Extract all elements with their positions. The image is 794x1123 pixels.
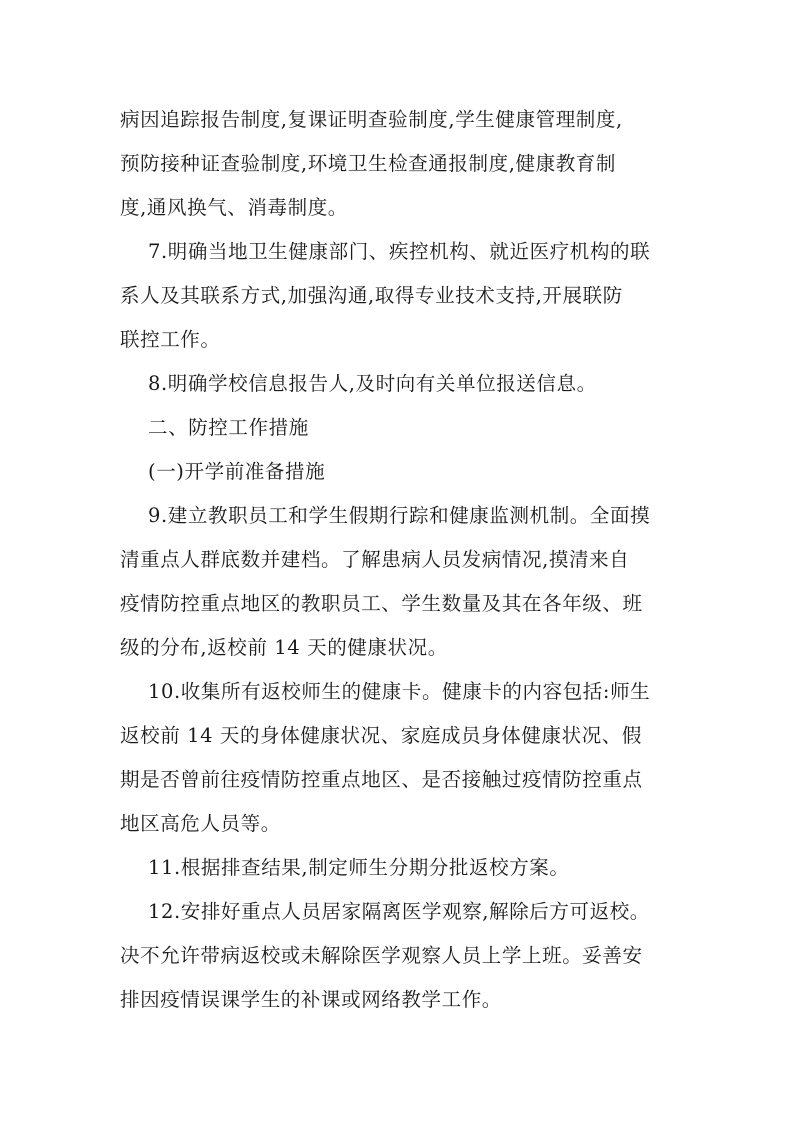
text-line: 10.收集所有返校师生的健康卡。健康卡的内容包括:师生 xyxy=(148,680,651,703)
text-line: 预防接种证查验制度,环境卫生检查通报制度,健康教育制 xyxy=(120,152,616,175)
text-line: 系人及其联系方式,加强沟通,取得专业技术支持,开展联防 xyxy=(120,284,623,307)
text-line: 地区高危人员等。 xyxy=(120,812,281,835)
section-heading: 二、防控工作措施 xyxy=(148,416,309,439)
text-line: 11.根据排查结果,制定师生分期分批返校方案。 xyxy=(148,856,570,879)
text-line: 8.明确学校信息报告人,及时向有关单位报送信息。 xyxy=(148,372,597,395)
subsection-heading: (一)开学前准备措施 xyxy=(148,460,326,483)
text-line: 病因追踪报告制度,复课证明查验制度,学生健康管理制度, xyxy=(120,108,623,131)
text-line: 清重点人群底数并建档。了解患病人员发病情况,摸清来自 xyxy=(120,548,630,571)
text-line: 7.明确当地卫生健康部门、疾控机构、就近医疗机构的联 xyxy=(148,240,651,263)
text-line: 级的分布,返校前 14 天的健康状况。 xyxy=(120,636,448,659)
text-line: 度,通风换气、消毒制度。 xyxy=(120,196,348,219)
text-line: 联控工作。 xyxy=(120,328,221,351)
text-line: 返校前 14 天的身体健康状况、家庭成员身体健康状况、假 xyxy=(120,724,643,747)
text-line: 疫情防控重点地区的教职员工、学生数量及其在各年级、班 xyxy=(120,592,643,615)
text-line: 期是否曾前往疫情防控重点地区、是否接触过疫情防控重点 xyxy=(120,768,643,791)
text-line: 决不允许带病返校或未解除医学观察人员上学上班。妥善安 xyxy=(120,944,643,967)
text-line: 9.建立教职员工和学生假期行踪和健康监测机制。全面摸 xyxy=(148,504,651,527)
text-line: 12.安排好重点人员居家隔离医学观察,解除后方可返校。 xyxy=(148,900,650,923)
document-body xyxy=(120,98,680,1022)
text-line: 排因疫情误课学生的补课或网络教学工作。 xyxy=(120,988,502,1011)
